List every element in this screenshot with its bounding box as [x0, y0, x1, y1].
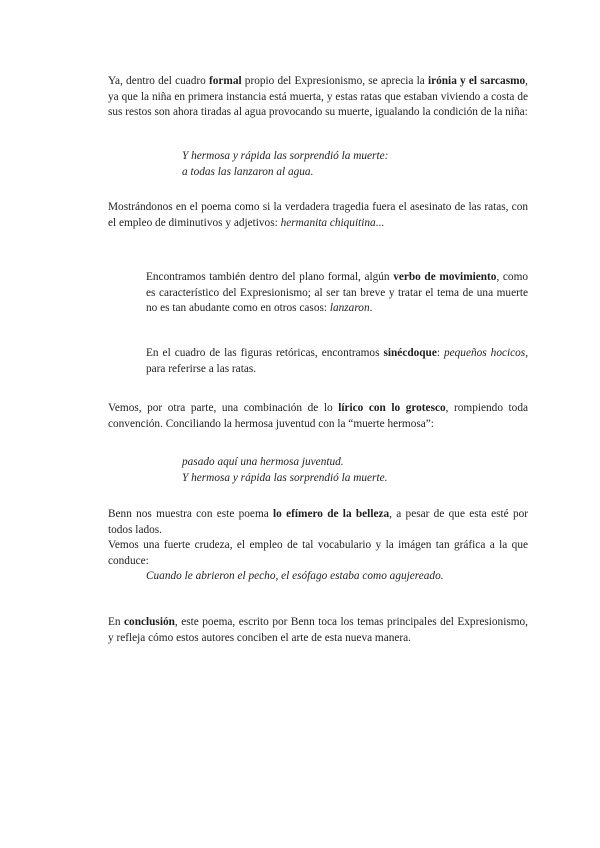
paragraph-lyric-grotesque	[108, 401, 528, 432]
text: , a pesar de que esta esté por todos lados.	[108, 508, 529, 536]
paragraph-line-group	[108, 507, 528, 538]
bold-term-ephemeral-beauty: lo efímero de la belleza	[273, 508, 390, 520]
italic-example: pequeños hocicos	[444, 347, 526, 359]
text: Ya, dentro del cuadro	[108, 75, 209, 87]
bold-term-irony-sarcasm: irónia y el sarcasmo	[427, 75, 526, 87]
poem-quote-3: Cuando le abrieron el pecho, el esófago estaba como agujereado.	[146, 570, 444, 583]
text: , para referirse a las ratas.	[146, 347, 529, 375]
text: , como es característico del Expresionismo; al ser tan breve y tratar el tema de una muerte no es tan abudante como en otros casos:	[146, 271, 529, 315]
text: .	[369, 302, 373, 315]
text: ...	[375, 216, 385, 229]
text: , rompiendo toda convención. Conciliando la hermosa juventud con la “muerte hermosa”:	[108, 402, 528, 430]
poem-quote-2	[182, 455, 522, 486]
bold-term-synecdoche: sinécdoque	[383, 347, 437, 359]
bold-term-lyric-grotesque: lírico con lo grotesco	[338, 402, 446, 414]
italic-example: hermanita chiquitina	[280, 216, 376, 229]
quote-line: pasado aquí una hermosa juventud.	[182, 456, 344, 468]
text: Encontramos también dentro del plano formal, algún	[146, 271, 394, 283]
bold-term-movement-verb: verbo de movimiento	[393, 271, 497, 283]
text: :	[436, 347, 444, 359]
paragraph-ephemeral-beauty	[108, 507, 528, 585]
text: propio del Expresionismo, se aprecia la	[241, 75, 428, 87]
text: Benn nos muestra con este poema	[108, 508, 274, 520]
paragraph-movement-verb	[146, 270, 528, 317]
text: , ya que la niña en primera instancia está muerta, y estas ratas que estaban viviendo a costa de sus restos son ahora tiradas al agua provocando su muerte, igualando la condición de la niña:	[108, 75, 528, 119]
paragraph-formal-irony	[108, 74, 528, 121]
italic-example: lanzaron	[329, 302, 370, 315]
paragraph-conclusion	[108, 615, 528, 646]
quote-line: a todas las lanzaron al agua.	[182, 165, 314, 178]
text: , este poema, escrito por Benn toca los temas principales del Expresionismo, y refleja cómo estos autores conciben el arte de esta nueva manera.	[108, 616, 528, 644]
text: En	[108, 616, 125, 628]
text: Vemos, por otra parte, una combinación de lo	[108, 402, 339, 414]
text: En el cuadro de las figuras retóricas, encontramos	[146, 347, 384, 359]
paragraph-diminutives	[108, 200, 528, 231]
text: Mostrándonos en el poema como si la verdadera tragedia fuera el asesinato de las ratas, con el empleo de diminutivos y adjetivos:	[108, 201, 528, 229]
paragraph-crudeness: Vemos una fuerte crudeza, el empleo de tal vocabulario y la imágen tan gráfica a la que conduce:	[108, 539, 528, 567]
paragraph-synecdoche	[146, 346, 528, 377]
quote-line: Y hermosa y rápida las sorprendió la muerte:	[182, 150, 389, 162]
quote-line: Y hermosa y rápida las sorprendió la muerte.	[182, 471, 388, 484]
bold-term-formal: formal	[209, 75, 242, 87]
poem-quote-1	[182, 149, 522, 180]
bold-term-conclusion: conclusión	[124, 616, 175, 628]
